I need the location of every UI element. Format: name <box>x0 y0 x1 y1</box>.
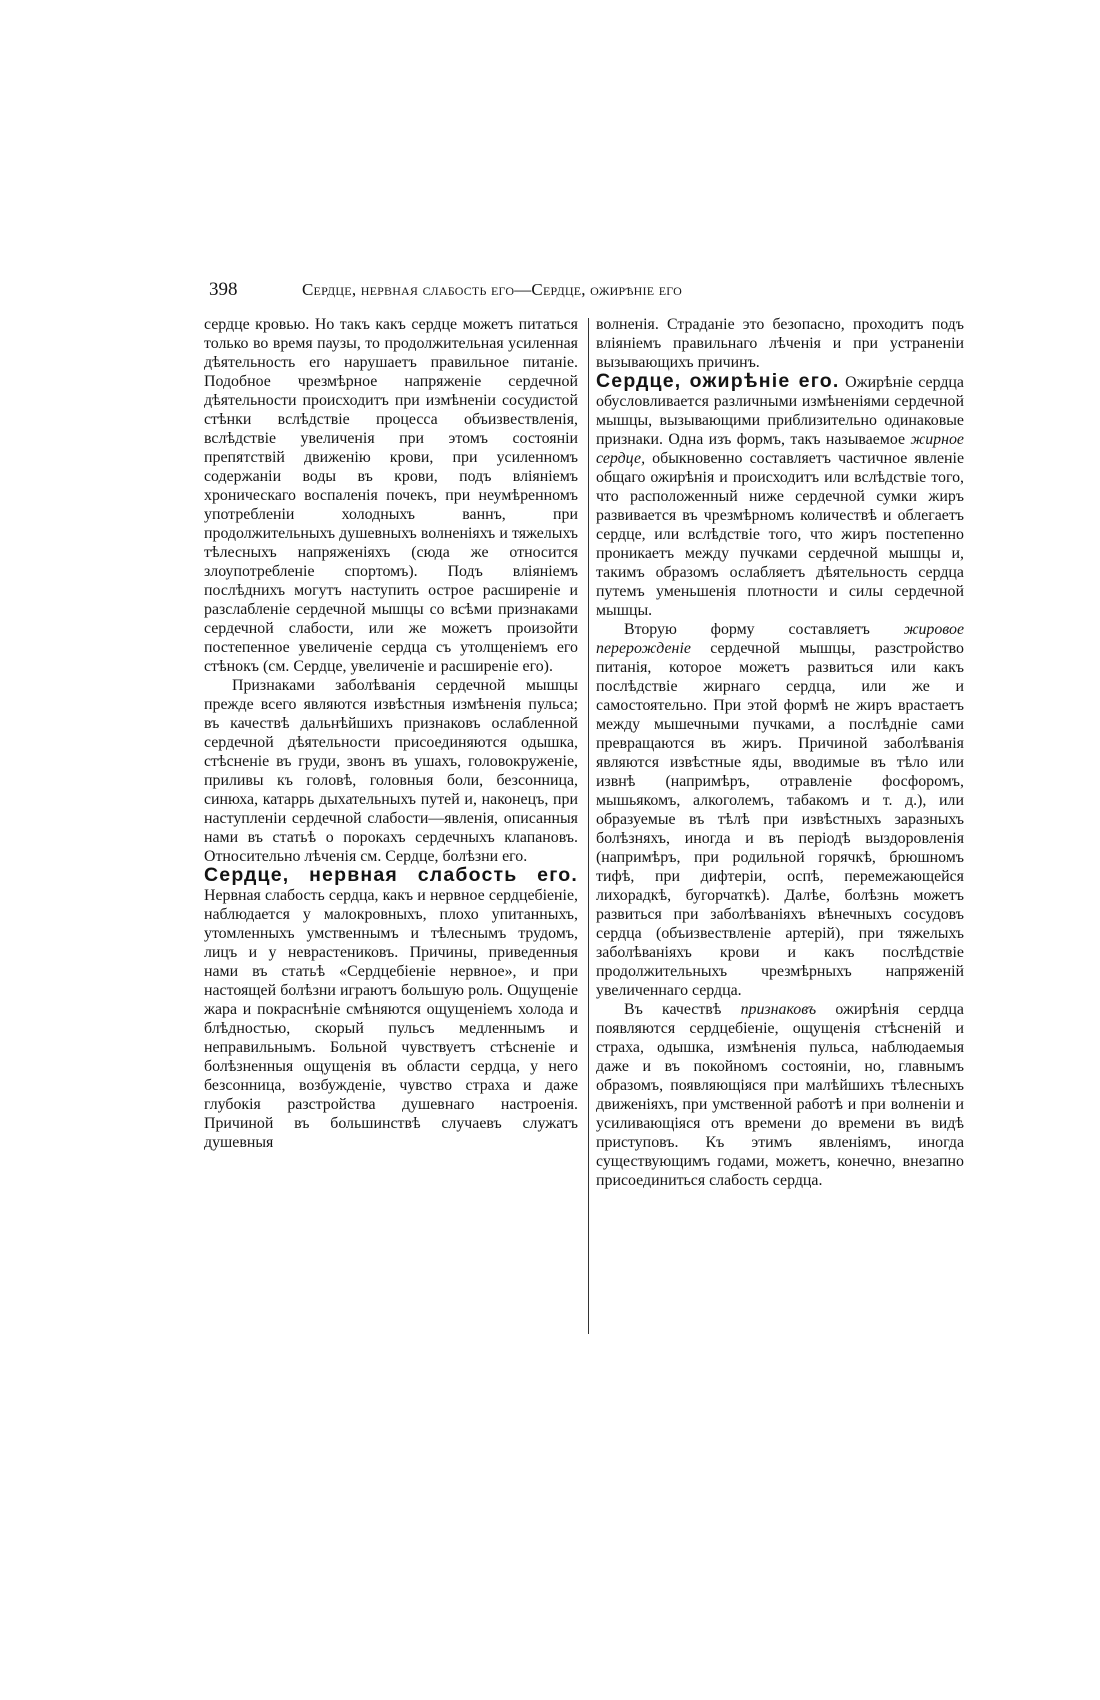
left-paragraph-1: сердце кровью. Но такъ какъ сердце можетъ питаться только во время паузы, то продолжительная усиленная дѣятельность его нарушаетъ правильное питаніе. Подобное чрезмѣрное напряженіе сердечной дѣятельности происходитъ при измѣненіи сосудистой стѣнки вслѣдствіе процесса объизвествленія, вслѣдствіе увеличенія при этомъ состояніи препятствій движенію крови, при усиленномъ содержаніи воды въ крови, подъ вліяніемъ хроническаго воспаленія почекъ, при неумѣренномъ употребленіи холодныхъ ваннъ, при продолжительныхъ душевныхъ волненіяхъ и тяжелыхъ тѣлесныхъ напряженіяхъ (сюда же относится злоупотребленіе спортомъ). Подъ вліяніемъ послѣднихъ могутъ наступить острое расширеніе и разслабленіе сердечной мышцы со всѣми признаками сердечной слабости, или же можетъ произойти постепенное увеличеніе сердца съ утолщеніемъ его стѣнокъ (см. Сердце, увеличеніе и расширеніе его). <box>204 316 578 675</box>
right-paragraph-4-start: Въ качествѣ <box>624 1001 722 1018</box>
right-paragraph-4-cont: ожирѣнія сердца появляются сердцебіеніе, ощущенія стѣсненій и страха, одышка, измѣненія пульса, наблюдаемыя даже и въ покойномъ состояніи, но, главнымъ образомъ, появляющіяся при малѣйшихъ тѣлесныхъ движеніяхъ, при умственной работѣ и при волненіи и усиливающіяся отъ времени до времени въ видѣ приступовъ. Къ этимъ явленіямъ, иногда существующимъ годами, можетъ, конечно, внезапно присоединиться слабость сердца. <box>596 1001 964 1189</box>
left-paragraph-2: Признаками заболѣванія сердечной мышцы прежде всего являются извѣстныя измѣненія пульса; въ качествѣ дальнѣйшихъ признаковъ ослабленной сердечной дѣятельности присоединяются одышка, стѣсненіе въ груди, звонъ въ ушахъ, головокруженіе, приливы къ головѣ, головныя боли, безсонница, синюха, катаррь дыхательныхъ путей и, наконецъ, при наступленіи сердечной слабости—явленія, описанныя нами въ статьѣ о порокахъ сердечныхъ клапановъ. Относительно лѣченія см. Сердце, болѣзни его. <box>204 677 578 865</box>
page-number: 398 <box>209 279 238 300</box>
left-paragraph-3: Нервная слабость сердца, какъ и нервное сердцебіеніе, наблюдается у малокровныхъ, плохо упитанныхъ, утомленныхъ умственнымъ и тѣлеснымъ трудомъ, лицъ и у неврастениковъ. Причины, приведенныя нами въ статьѣ «Сердцебіеніе нервное», и при настоящей болѣзни играютъ большую роль. Ощущеніе жара и покраснѣніе смѣняются ощущеніемъ холода и блѣдностью, скорый пульсъ медленнымъ и неправильнымъ. Больной чувствуетъ стѣсненіе и болѣзненныя ощущенія въ области сердца, у него безсонница, возбужденіе, чувство страха и даже глубокія разстройства душевнаго настроенія. Причиной въ большинствѣ случаевъ служатъ душевныя <box>204 887 578 1151</box>
left-column <box>204 315 578 1152</box>
right-paragraph-3-cont: сердечной мышцы, разстройство питанія, которое можетъ развиться или какъ послѣдствіе жирнаго сердца, или же и самостоятельно. При этой формѣ не жиръ врастаетъ между мышечными пучками, а послѣдніе сами превращаются въ жиръ. Причиной заболѣванія являются извѣстные яды, вводимые въ тѣло или извнѣ (напримѣръ, отравленіе фосфоромъ, мышьякомъ, алкоголемъ, табакомъ и т. д.), или образуемые въ тѣлѣ при извѣстныхъ заразныхъ болѣзняхъ, иногда и въ періодѣ выздоровленія (напримѣръ, при родильной горячкѣ, брюшномъ тифѣ, при дифтеріи, оспѣ, перемежающейся лихорадкѣ, бугорчаткѣ). Далѣе, болѣзнь можетъ развиться при заболѣваніяхъ вѣнечныхъ сосудовъ сердца (объизвествленіе артерій), при тяжелыхъ заболѣваніяхъ крови и какъ послѣдствіе продолжительныхъ чрезмѣрныхъ напряженій увеличеннаго сердца. <box>596 640 964 999</box>
right-paragraph-2: Ожирѣніе сердца обусловливается различными измѣненіями сердечной мышцы, вызывающими приблизительно одинаковые признаки. Одна изъ формъ, такъ называемое <box>596 374 964 448</box>
column-divider <box>588 318 589 1334</box>
term-fatty-heart: жирное сердце, <box>596 431 964 467</box>
term-fatty-degeneration: жировое перерожденіе <box>596 621 964 657</box>
headword-nervous-weakness: Сердце, нервная слабость его. <box>204 864 578 886</box>
running-title: Сердце, нервная слабость его—Сердце, ожирѣніе его <box>302 280 682 299</box>
article-fatty-heart <box>596 372 964 620</box>
term-symptoms: признаковъ <box>740 1001 817 1018</box>
right-paragraph-3-start: Вторую форму составляетъ <box>624 621 870 638</box>
right-column <box>596 315 964 1190</box>
right-paragraph-3 <box>596 620 964 1000</box>
right-paragraph-1: волненія. Страданіе это безопасно, проходитъ подъ вліяніемъ правильнаго лѣченія и при устраненіи вызывающихъ причинъ. <box>596 316 964 371</box>
article-nervous-weakness <box>204 866 578 1152</box>
page-header <box>209 279 863 305</box>
right-paragraph-4 <box>596 1000 964 1190</box>
headword-fatty-heart: Сердце, ожирѣніе его. <box>596 370 840 392</box>
right-paragraph-2-cont: обыкновенно составляетъ частичное явленіе общаго ожирѣнія и происходитъ или вслѣдствіе того, что расположенный ниже сердечной сумки жиръ развивается въ чрезмѣрномъ количествѣ и облегаетъ сердце, или вслѣдствіе того, что жиръ постепенно проникаетъ между пучками сердечной мышцы и, такимъ образомъ ослабляетъ дѣятельность сердца путемъ уменьшенія плотности и силы сердечной мышцы. <box>596 450 964 619</box>
